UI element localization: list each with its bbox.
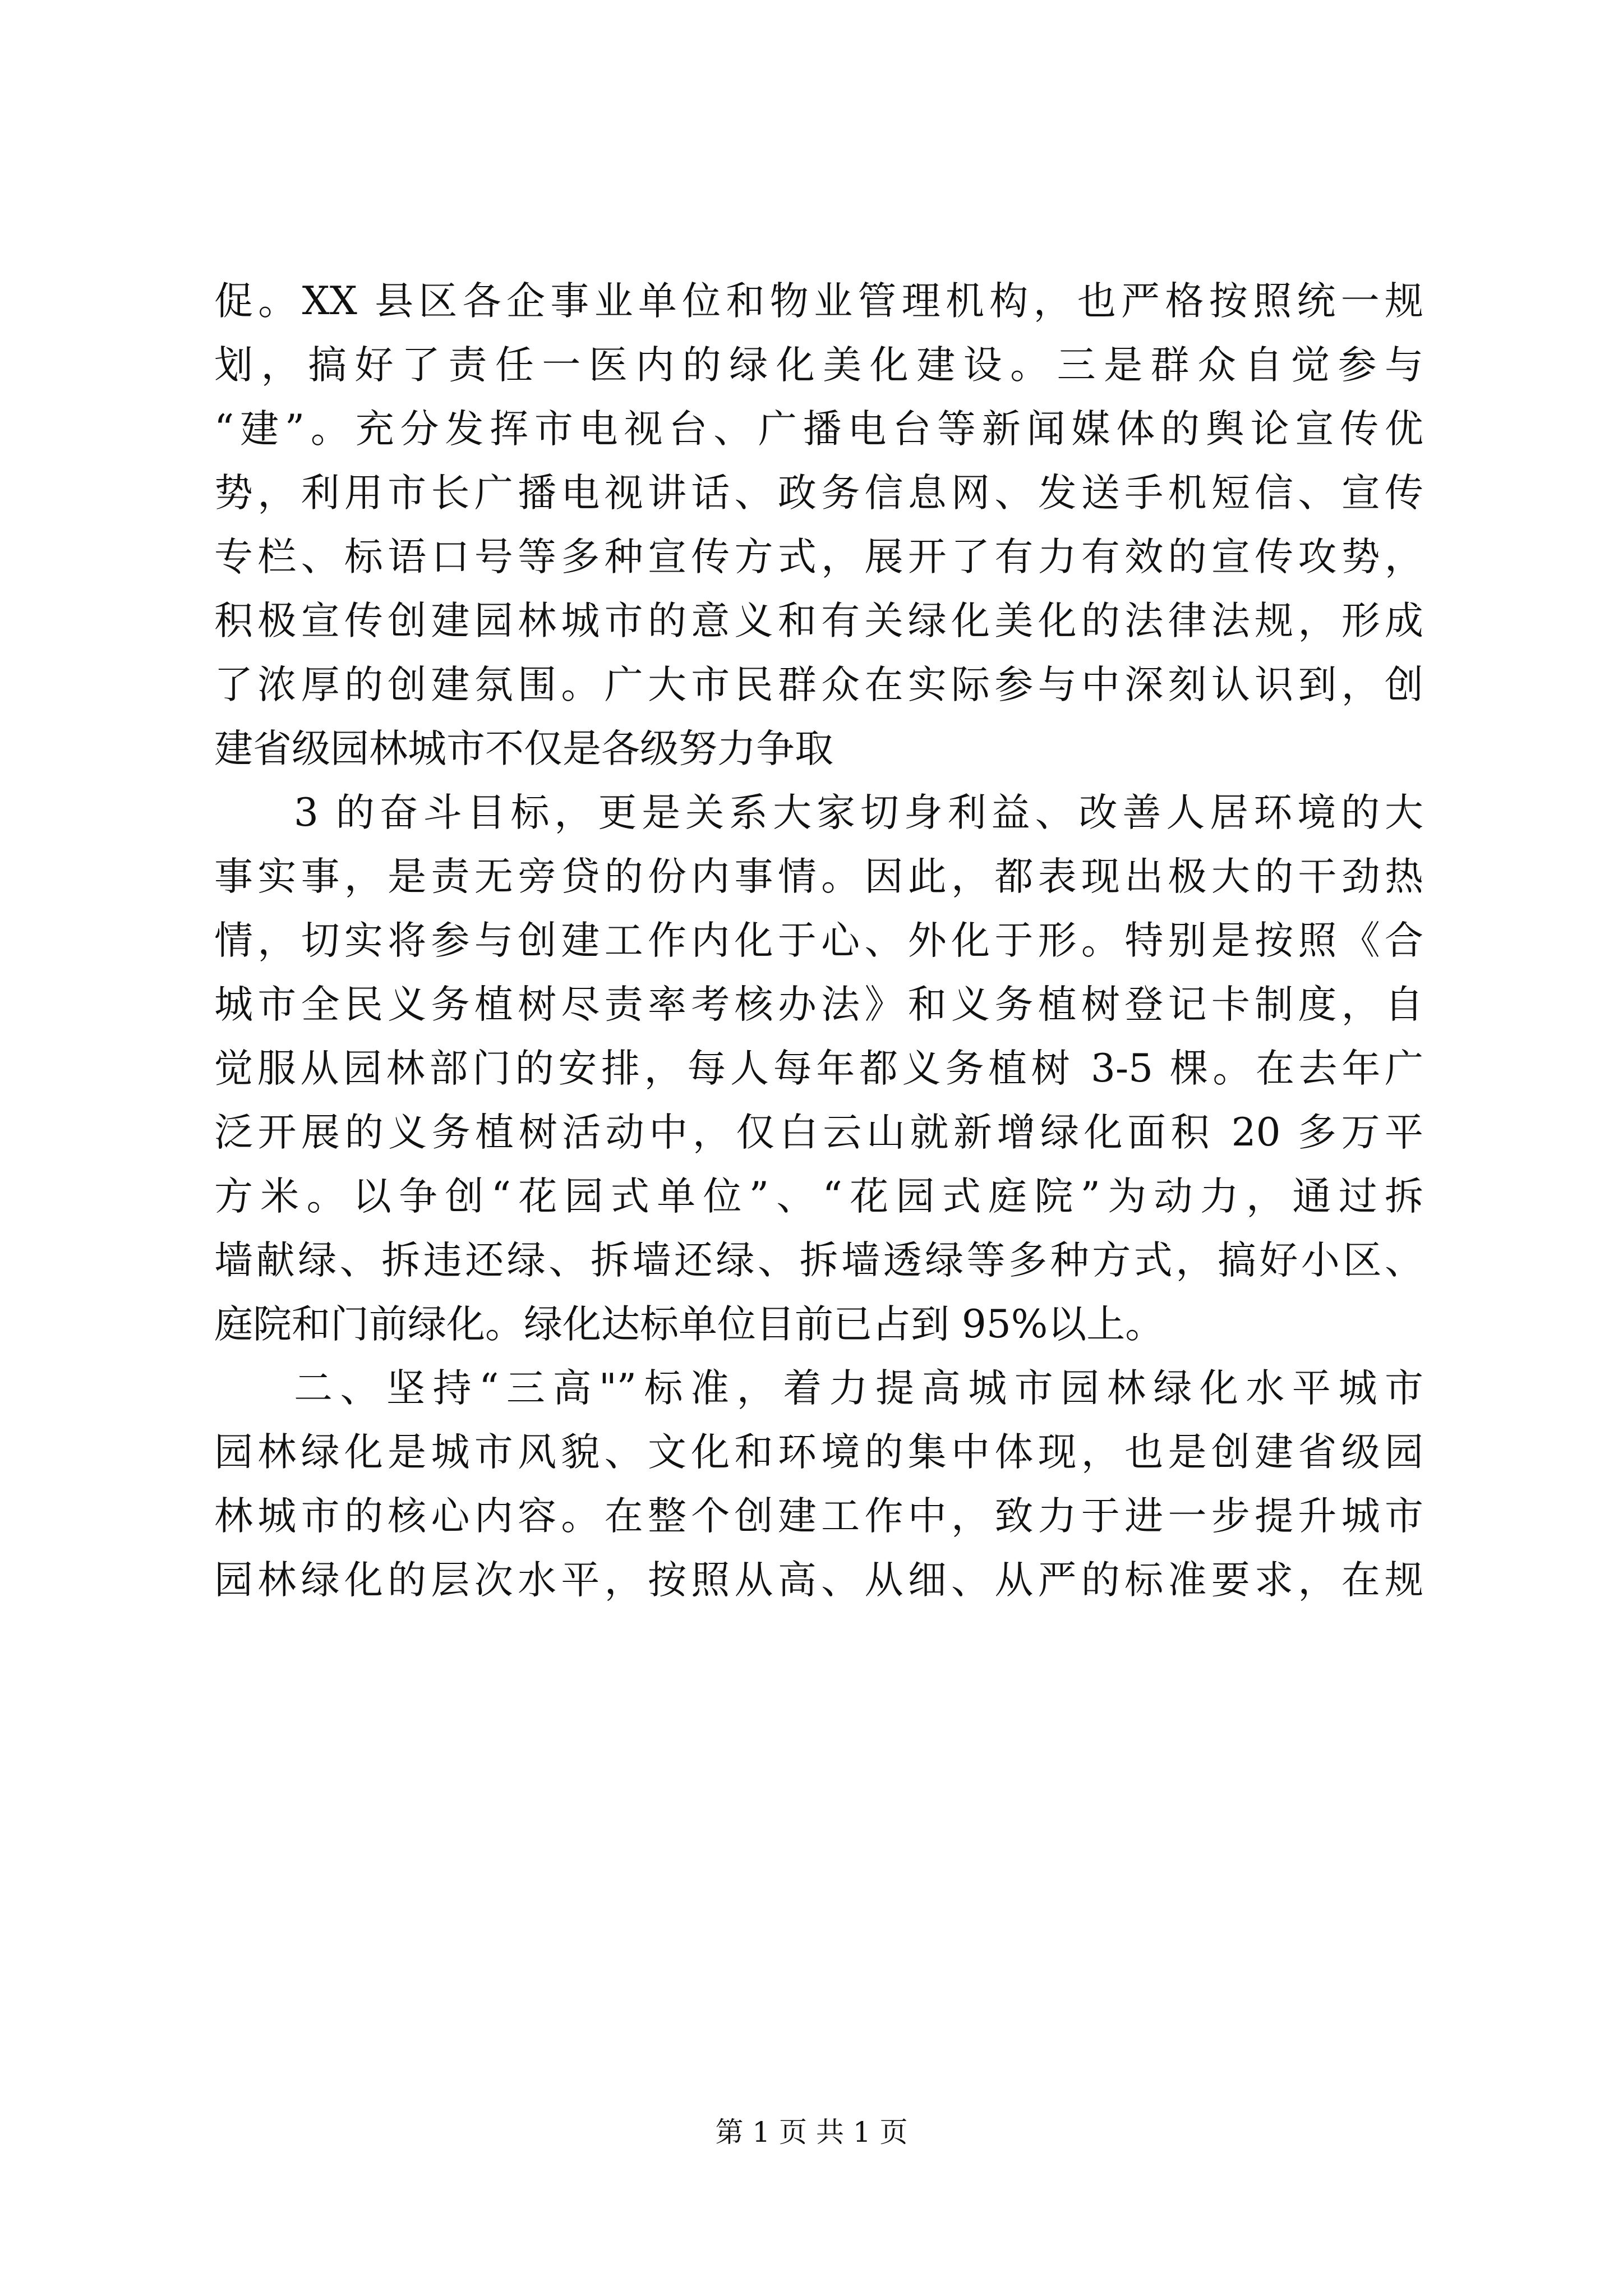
- text-line: 专栏、标语口号等多种宣传方式，展开了有力有效的宣传攻势，: [214, 535, 1423, 579]
- page-number-label: 第 1 页 共 1 页: [715, 2116, 908, 2148]
- text-line: “建”。充分发挥市电视台、广播电台等新闻媒体的舆论宣传优: [214, 407, 1423, 452]
- text-line: 建省级园林城市不仅是各级努力争取: [214, 726, 833, 771]
- text-line: 园林绿化的层次水平，按照从高、从细、从严的标准要求，在规: [214, 1558, 1423, 1603]
- text-line: 了浓厚的创建氛围。广大市民群众在实际参与中深刻认识到，创: [214, 662, 1423, 707]
- document-body: [214, 269, 1423, 1612]
- text-line: 促。XX 县区各企事业单位和物业管理机构，也严格按照统一规: [214, 279, 1423, 324]
- text-line: 泛开展的义务植树活动中，仅白云山就新增绿化面积 20 多万平: [214, 1110, 1423, 1155]
- text-line: 划，搞好了责任一医内的绿化美化建设。三是群众自觉参与: [214, 343, 1423, 388]
- text-line: 墙献绿、拆违还绿、拆墙还绿、拆墙透绿等多种方式，搞好小区、: [214, 1238, 1423, 1283]
- text-line: 庭院和门前绿化。绿化达标单位目前已占到 95%以上。: [214, 1302, 1164, 1347]
- text-line: 觉服从园林部门的安排，每人每年都义务植树 3-5 棵。在去年广: [214, 1046, 1423, 1091]
- paragraph-first-line: 3 的奋斗目标，更是关系大家切身利益、改善人居环境的大: [294, 790, 1423, 835]
- page-footer: [0, 2113, 1623, 2152]
- text-line: 积极宣传创建园林城市的意义和有关绿化美化的法律法规，形成: [214, 599, 1423, 643]
- text-line: 林城市的核心内容。在整个创建工作中，致力于进一步提升城市: [214, 1494, 1423, 1539]
- text-line: 城市全民义务植树尽责率考核办法》和义务植树登记卡制度，自: [214, 982, 1423, 1027]
- text-line: 园林绿化是城市风貌、文化和环境的集中体现，也是创建省级园: [214, 1430, 1423, 1475]
- text-line: 情，切实将参与创建工作内化于心、外化于形。特别是按照《合: [214, 918, 1423, 963]
- text-line: 事实事，是责无旁贷的份内事情。因此，都表现出极大的干劲热: [214, 854, 1423, 899]
- section-heading-line: 二、坚持“三高"”标准，着力提高城市园林绿化水平城市: [294, 1366, 1423, 1411]
- text-line: 方米。以争创“花园式单位”、“花园式庭院”为动力，通过拆: [214, 1174, 1423, 1219]
- text-line: 势，利用市长广播电视讲话、政务信息网、发送手机短信、宣传: [214, 471, 1423, 516]
